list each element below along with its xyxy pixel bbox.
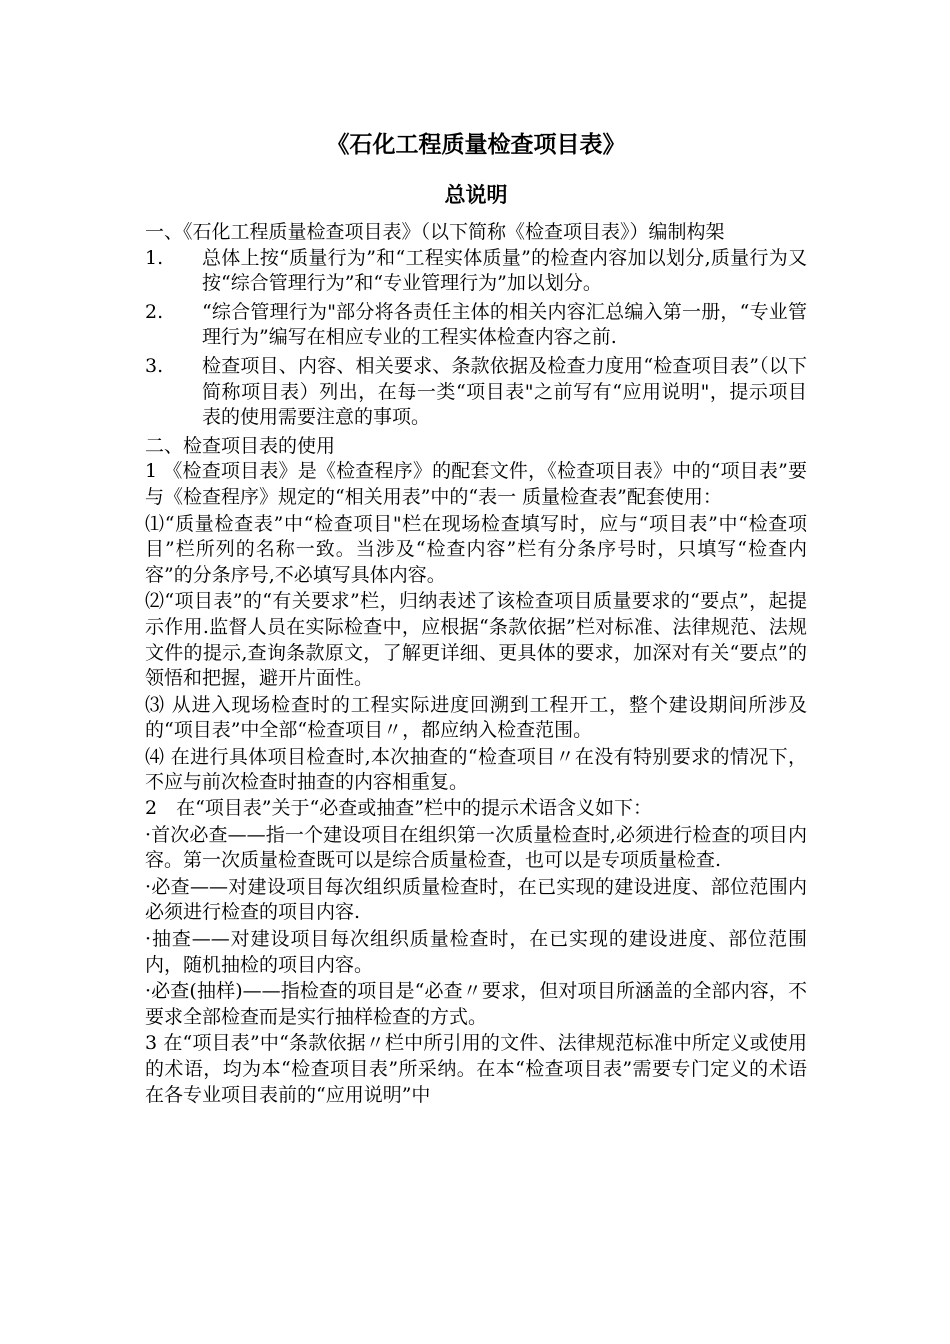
document-subtitle: 总说明: [444, 182, 508, 207]
item-text: “综合管理行为"部分将各责任主体的相关内容汇总编入第一册，“专业管理行为”编写在相应专业的工程实体检查内容之前.: [202, 300, 807, 349]
body-paragraph: ·必查——对建设项目每次组织质量检查时，在已实现的建设进度、部位范围内必须进行检查的项目内容.: [145, 875, 807, 924]
item-text: 总体上按“质量行为”和“工程实体质量”的检查内容加以划分,质量行为又按“综合管理行为”和“专业管理行为”加以划分。: [202, 246, 807, 295]
body-paragraph: 3 在“项目表”中“条款依据〃栏中所引用的文件、法律规范标准中所定义或使用的术语，均为本“检查项目表”所采纳。在本“检查项目表”需要专门定义的术语在各专业项目表前的“应用说明”中: [145, 1032, 807, 1106]
numbered-item: [145, 300, 807, 351]
section-heading-2: 二、检查项目表的使用: [145, 434, 336, 457]
body-paragraph: 2 在“项目表”关于“必查或抽查”栏中的提示术语含义如下：: [145, 797, 652, 820]
item-number: 3.: [145, 354, 164, 377]
numbered-item: [145, 354, 807, 431]
body-paragraph: ·抽查——对建设项目每次组织质量检查时，在已实现的建设进度、部位范围内，随机抽检的项目内容。: [145, 928, 807, 976]
document-title: 《石化工程质量检查项目表》: [326, 131, 626, 158]
body-paragraph: ·必查(抽样)——指检查的项目是“必查〃要求，但对项目所涵盖的全部内容，不要求全部检查而是实行抽样检查的方式。: [145, 980, 807, 1028]
document-page: [145, 128, 807, 1108]
item-text: 检查项目、内容、相关要求、条款依据及检查力度用“检查项目表”（以下简称项目表）列出，在每一类“项目表"之前写有“应用说明"，提示项目表的使用需要注意的事项。: [202, 354, 807, 429]
section-heading-1: 一、《石化工程质量检查项目表》（以下简称《检查项目表》）编制构架: [145, 221, 725, 243]
item-number: 2.: [145, 300, 164, 323]
body-paragraph: ⑷ 在进行具体项目检查时,本次抽查的“检查项目〃在没有特别要求的情况下，不应与前次检查时抽查的内容相重复。: [145, 745, 807, 794]
body-paragraph: ·首次必查——指一个建设项目在组织第一次质量检查时,必须进行检查的项目内容。第一次质量检查既可以是综合质量检查，也可以是专项质量检查.: [145, 823, 807, 872]
body-paragraph: 1 《检查项目表》是《检查程序》的配套文件，《检查项目表》中的“项目表”要与《检查程序》规定的“相关用表”中的“表一 质量检查表”配套使用：: [145, 460, 807, 508]
item-number: 1.: [145, 246, 164, 269]
body-paragraph: ⑵“项目表”的“有关要求”栏，归纳表述了该检查项目质量要求的“要点”，起提示作用.监督人员在实际检查中，应根据“条款依据”栏对标准、法律规范、法规文件的提示,查询条款原文，了解更详细、更具体的要求，加深对有关“要点”的领悟和把握，避开片面性。: [145, 590, 807, 690]
numbered-item: [145, 246, 807, 297]
body-paragraph: ⑴“质量检查表”中“检查项目"栏在现场检查填写时，应与“项目表”中“检查项目”栏所列的名称一致。当涉及“检查内容”栏有分条序号时，只填写“检查内容”的分条序号,不必填写具体内容。: [145, 512, 807, 586]
body-paragraph: ⑶ 从进入现场检查时的工程实际进度回溯到工程开工，整个建设期间所涉及的“项目表”中全部“检查项目〃，都应纳入检查范围。: [145, 693, 807, 742]
